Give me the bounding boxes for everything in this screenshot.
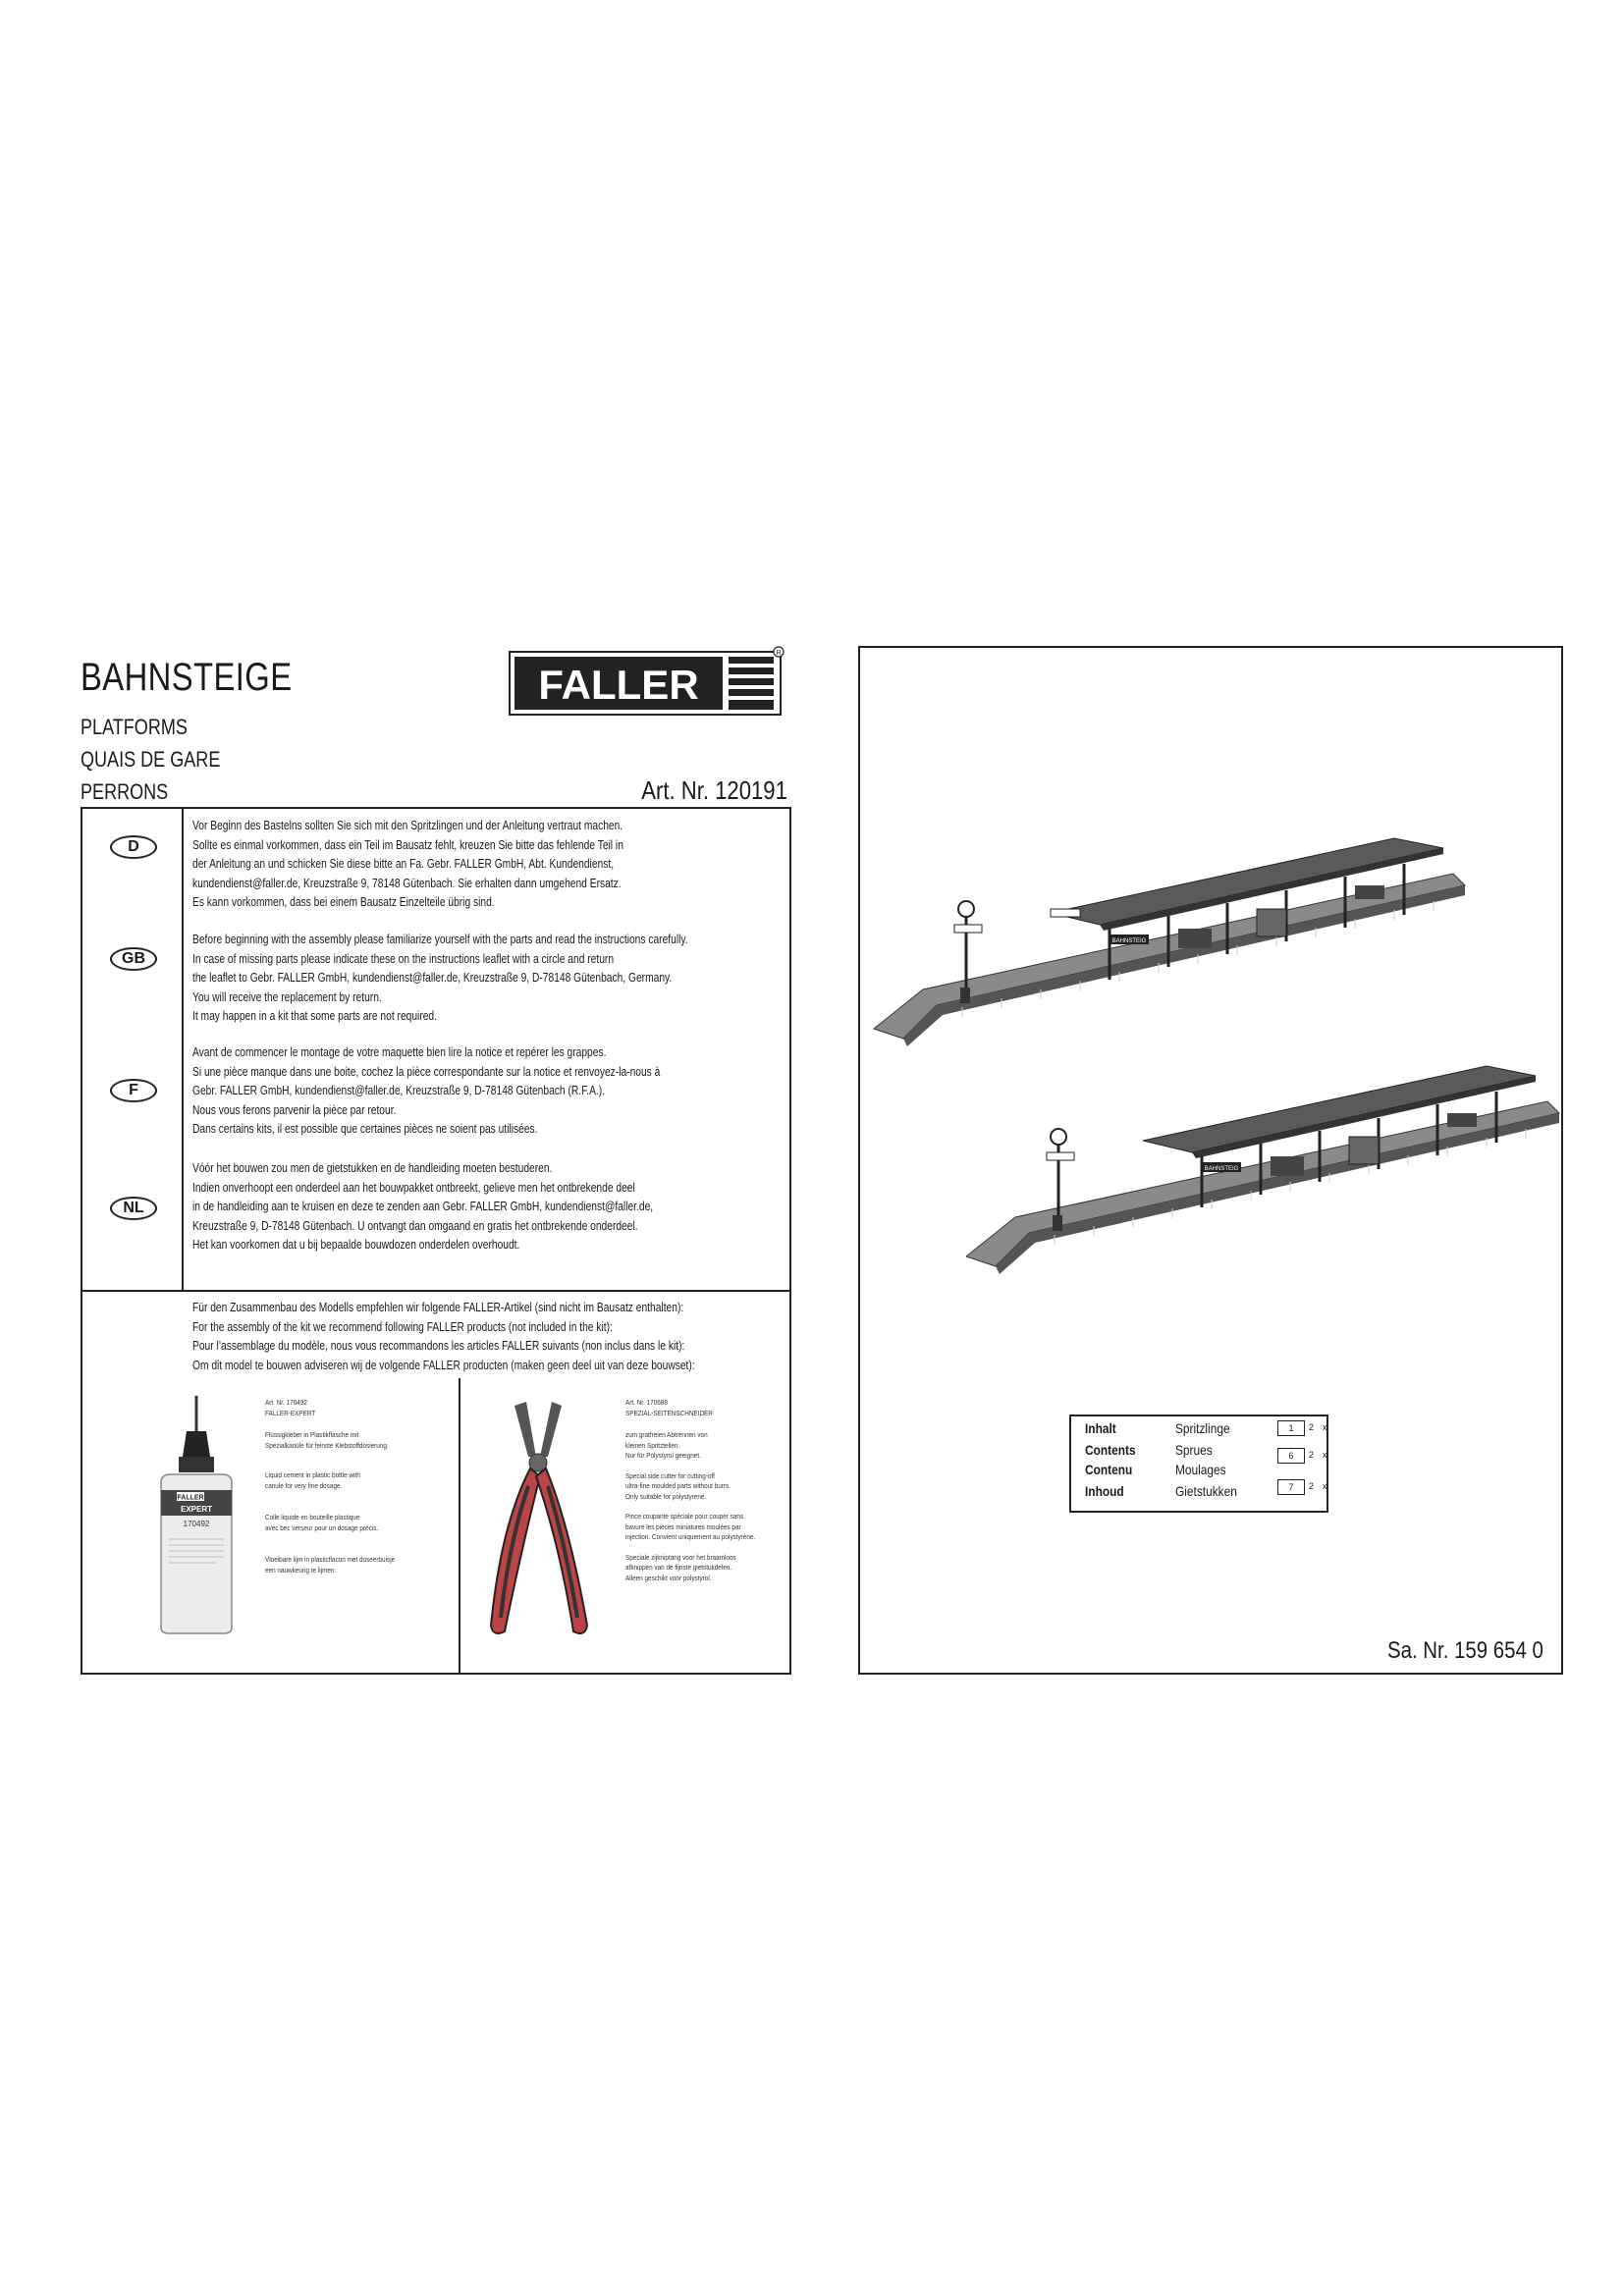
contents-row <box>1081 1442 1326 1462</box>
contents-num: 2 <box>1309 1481 1315 1491</box>
notice-german <box>192 817 742 913</box>
notice-line: Sollte es einmal vorkommen, dass ein Teil im Bausatz fehlt, kreuzen Sie bitte das fehlende Teil in <box>192 837 623 852</box>
contents-num: 2 <box>1309 1422 1315 1432</box>
svg-text:FALLER: FALLER <box>538 662 699 708</box>
product-divider <box>459 1378 460 1673</box>
contents-row <box>1081 1483 1326 1503</box>
notice-line: in de handleiding aan te kruisen en deze te zenden aan Gebr. FALLER GmbH, kundendienst@faller.de, <box>192 1200 654 1214</box>
desc-line: afknippen van de fijnste gietstukdelen. <box>625 1563 732 1572</box>
desc-line: bavure les pièces miniatures moulées par <box>625 1522 741 1531</box>
contents-mult: x <box>1323 1422 1327 1432</box>
contents-label: Inhalt <box>1085 1420 1116 1436</box>
desc-line: Spezialkanüle für feinste Klebstoffdosierung. <box>265 1440 389 1450</box>
product-art-number: Art. Nr. 170688 <box>625 1398 668 1407</box>
notice-line: Before beginning with the assembly please familiarize yourself with the parts and read the instructions carefully. <box>192 933 688 946</box>
notice-line: Kreuzstraße 9, D-78148 Gütenbach. U ontvangt dan omgaand en gratis het ontbrekende onderdeel. <box>192 1218 638 1233</box>
notice-line: It may happen in a kit that some parts are not required. <box>192 1009 437 1024</box>
notice-line: Es kann vorkommen, dass bei einem Bausatz Einzelteile übrig sind. <box>192 895 495 910</box>
desc-line: Speciale zijkniptang voor het braamloos <box>625 1552 736 1562</box>
desc-line: Colle liquide en bouteille plastique <box>265 1513 360 1522</box>
desc-line: een nauwkeurig te lijmen. <box>265 1565 337 1575</box>
subtitle-nl: PERRONS <box>81 779 169 804</box>
notice-line: kundendienst@faller.de, Kreuzstraße 9, 78148 Gütenbach. Sie erhalten dann umgehend Ersatz. <box>192 876 622 890</box>
svg-text:BAHNSTEIG: BAHNSTEIG <box>1111 938 1147 944</box>
contents-value: Spritzlinge <box>1175 1420 1230 1436</box>
intro-line: Om dit model te bouwen adviseren wij de volgende FALLER producten (maken geen deel uit van deze bouwset): <box>192 1358 695 1372</box>
glue-description <box>265 1398 452 1575</box>
notice-line: In case of missing parts please indicate these on the instructions leaflet with a circle and return <box>192 951 615 966</box>
intro-line: For the assembly of the kit we recommend following FALLER products (not included in the kit): <box>192 1319 613 1334</box>
contents-table <box>1069 1415 1328 1513</box>
contents-num: 2 <box>1309 1450 1315 1460</box>
subtitle-fr: QUAIS DE GARE <box>81 747 221 772</box>
desc-line: Only suitable for polystyrene. <box>625 1491 707 1501</box>
lang-badge-nl: NL <box>110 1197 157 1220</box>
contents-row <box>1081 1462 1326 1481</box>
desc-line: ultra-fine moulded parts without burrs. <box>625 1481 731 1490</box>
glue-bottle-image <box>147 1392 245 1637</box>
desc-line: Vloeibare lijm in plasticflacon met doseerbuisje <box>265 1555 396 1564</box>
contents-qty: 7 <box>1277 1479 1305 1495</box>
contents-label: Contents <box>1085 1442 1136 1458</box>
desc-line: Pince coupante spéciale pour couper sans <box>625 1512 744 1521</box>
svg-text:EXPERT: EXPERT <box>180 1505 213 1514</box>
contents-qty: 1 <box>1277 1420 1305 1436</box>
notice-dutch <box>192 1159 742 1255</box>
section-divider <box>82 1290 789 1292</box>
notice-french <box>192 1043 742 1140</box>
platform-model-image-bottom <box>966 1033 1575 1278</box>
contents-label: Contenu <box>1085 1462 1133 1477</box>
notice-line: Dans certains kits, il est possible que certaines pièces ne soient pas utilisées. <box>192 1122 538 1137</box>
contents-label: Inhoud <box>1085 1483 1124 1499</box>
contents-value: Gietstukken <box>1175 1483 1237 1499</box>
notice-line: Indien onverhoopt een onderdeel aan het bouwpakket ontbreekt, gelieve men het ontbrekende deel <box>192 1180 635 1195</box>
notice-line: Si une pièce manque dans une boite, cochez la pièce correspondante sur la notice et renvoyez-la-nous à <box>192 1064 661 1079</box>
product-art-number: Art. Nr. 170492 <box>265 1398 307 1407</box>
desc-line: canule for very fine dosage. <box>265 1480 343 1490</box>
notice-line: Nous vous ferons parvenir la pièce par retour. <box>192 1102 397 1117</box>
svg-text:FALLER: FALLER <box>177 1494 204 1502</box>
svg-text:R: R <box>776 650 782 657</box>
product-name: SPEZIAL-SEITENSCHNEIDER <box>625 1408 713 1417</box>
accessories-intro <box>192 1299 782 1375</box>
lang-badge-f: F <box>110 1079 157 1102</box>
article-number: Art. Nr. 120191 <box>641 775 787 805</box>
lang-badge-gb: GB <box>110 947 157 971</box>
notice-line: Het kan voorkomen dat u bij bepaalde bouwdozen onderdelen overhoudt. <box>192 1238 520 1253</box>
subtitle-en: PLATFORMS <box>81 715 188 739</box>
notice-line: der Anleitung an und schicken Sie diese bitte an Fa. Gebr. FALLER GmbH, Abt. Kundendienst, <box>192 857 615 872</box>
side-cutter-image <box>471 1398 609 1643</box>
intro-line: Pour l’assemblage du modèle, nous vous recommandons les articles FALLER suivants (non inclus dans le kit): <box>192 1339 685 1354</box>
contents-value: Sprues <box>1175 1442 1213 1458</box>
contents-mult: x <box>1323 1481 1327 1491</box>
desc-line: zum gratfreien Abtrennen von <box>625 1430 708 1439</box>
contents-mult: x <box>1323 1450 1327 1460</box>
intro-line: Für den Zusammenbau des Modells empfehlen wir folgende FALLER-Artikel (sind nicht im Bausatz enthalten): <box>192 1301 684 1314</box>
notice-line: Vóór het bouwen zou men de gietstukken en de handleiding moeten bestuderen. <box>192 1161 553 1175</box>
contents-value: Moulages <box>1175 1462 1226 1477</box>
contents-row <box>1081 1420 1326 1440</box>
notice-line: You will receive the replacement by return. <box>192 989 382 1004</box>
notice-line: the leaflet to Gebr. FALLER GmbH, kundendienst@faller.de, Kreuzstraße 9, D-78148 Gütenbach, Germany. <box>192 971 673 986</box>
faller-logo <box>509 646 787 717</box>
desc-line: injection. Convient uniquement au polystyrène. <box>625 1532 756 1541</box>
product-name: FALLER-EXPERT <box>265 1408 316 1417</box>
notice-line: Gebr. FALLER GmbH, kundendienst@faller.de, Kreuzstraße 9, D-78148 Gütenbach (R.F.A.). <box>192 1084 606 1098</box>
notice-line: Avant de commencer le montage de votre maquette bien lire la notice et repérer les grappes. <box>192 1045 607 1059</box>
desc-line: avec bec verseur pour un dosage précis. <box>265 1522 379 1532</box>
desc-line: Special side cutter for cutting-off <box>625 1470 715 1480</box>
desc-line: Liquid cement in plastic bottle with <box>265 1470 360 1479</box>
sales-number: Sa. Nr. 159 654 0 <box>1387 1637 1543 1664</box>
desc-line: kleinen Spritzteilen. <box>625 1440 680 1450</box>
cutter-description <box>625 1398 787 1583</box>
desc-line: Nur für Polystyrol geeignet. <box>625 1451 701 1460</box>
svg-text:BAHNSTEIG: BAHNSTEIG <box>1204 1166 1239 1172</box>
language-column-divider <box>182 809 184 1290</box>
lang-badge-d: D <box>110 835 157 859</box>
notice-line: Vor Beginn des Bastelns sollten Sie sich mit den Spritzlingen und der Anleitung vertraut machen. <box>192 819 623 832</box>
desc-line: Flüssigkleber in Plastikflasche mit <box>265 1430 359 1439</box>
contents-qty: 6 <box>1277 1448 1305 1464</box>
notice-english <box>192 931 742 1027</box>
desc-line: Alleen geschikt voor polystyrol. <box>625 1573 712 1582</box>
platform-model-image-top <box>864 815 1473 1050</box>
svg-text:170492: 170492 <box>183 1520 210 1528</box>
page-title: BAHNSTEIGE <box>81 656 293 699</box>
